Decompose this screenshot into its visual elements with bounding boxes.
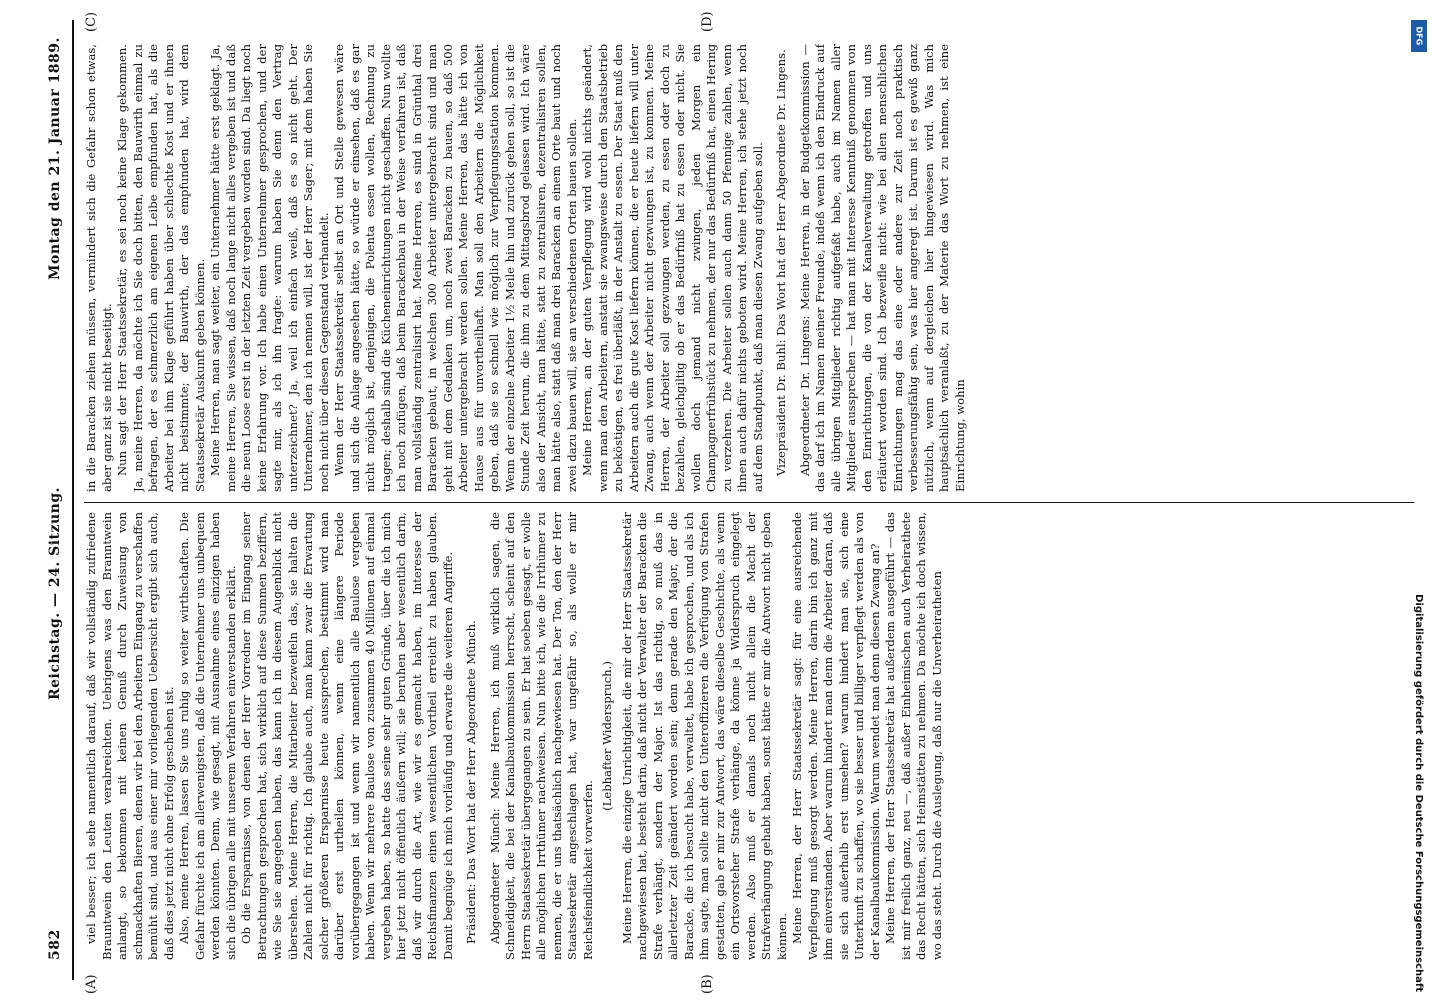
left-column xyxy=(84,512,1414,960)
paragraph: in die Baracken ziehen müssen, vermindert sich die Gefahr schon etwas, aber ganz ist sie nicht beseitigt. xyxy=(84,44,114,492)
margin-mark-a: (A) xyxy=(84,974,99,994)
paragraph: Meine Herren, die einzige Unrichtigkeit, die mir der Herr Staatssekretär nachgewiesen hat, besteht darin, daß nicht der Verwalter der Baracken die Strafe verhängt, sondern der Major. Ist das richtig, so muß das in allerletzter Zeit geändert worden sein; denn gerade den Major, der die Baracke, die ich besucht habe, verwaltet, habe ich gesprochen, und als ich ihm sagte, man sollte nicht den Unteroffizieren die Verfügung von Strafen gestatten, gab er mir zur Antwort, das wäre dieselbe Geschichte, als wenn ein Ortsvorsteher Strafe verhänge, da könne ja Widerspruch eingelegt werden. Also muß er damals noch nicht allein die Macht der Strafverhängung gehabt haben, sonst hätte er mir die Antwort nicht geben können. xyxy=(619,512,789,960)
paragraph: Abgeordneter Münch: Meine Herren, ich muß wirklich sagen, die Schneidigkeit, die bei der Kanalbaukommission herrscht, scheint auf den Herrn Staatssekretär übergegangen zu sein. Er hat soeben gesagt, er wolle alle möglichen Irrthümer nachweisen. Nun bitte ich, wie die Irrthümer zu nennen, die er uns thatsächlich nachgewiesen hat. Der Ton, den der Herr Staatssekretär angeschlagen hat, war ungefähr so, als wolle er mir Reichsfeindlichkeit vorwerfen. xyxy=(487,512,595,960)
paragraph: Meine Herren, man sagt weiter, ein Unternehmer hätte erst geklagt. Ja, meine Herren, Sie wissen, daß noch lange nicht alles vergeben ist und daß die neun Loose erst in der letzten Zeit vergeben worden sind. Da liegt noch keine Erfahrung vor. Ich habe einen Unternehmer gesprochen, und der sagte mir, als ich ihn fragte: warum haben Sie denn den Vertrag unterzeichnet? Ja, weil ich einfach weiß, daß es so nicht geht. Der Unternehmer, den ich nennen will, ist der Herr Sager; mit dem haben Sie noch nicht über diesen Gegenstand verhandelt. xyxy=(208,44,331,492)
speaker-line: Präsident: Das Wort hat der Herr Abgeordnete Münch. xyxy=(464,620,478,944)
digitization-strip xyxy=(1407,8,1429,992)
paragraph: Also, meine Herren, lassen Sie uns ruhig so weiter wirthschaften. Die Gefahr fürchte ich am allerwenigsten, daß die Unternehmer uns unbequem werden könnten. Denn, wie gesagt, mit Ausnahme eines einzigen haben sich die übrigen alle mit unserem Verfahren einverstanden erklärt. xyxy=(177,512,238,960)
paragraph: Abgeordneter Dr. Lingens: Meine Herren, in der Budgetkommission — das darf ich im Namen meiner Freunde, indeß wenn ich den Eindruck auf alle übrigen Mitglieder richtig aufgefaßt habe, auch im Namen aller Mitglieder aussprechen — hat man mit Interesse Kenntniß genommen von den Einrichtungen, die von der Kanalverwaltung getroffen und uns erläutert worden sind. Ich bezweifle nicht: wie bei allen menschlichen Einrichtungen mag das eine oder andere zur Zeit noch praktisch verbesserungsfähig sein, was hier angeregt ist. Darum ist es gewiß ganz nützlich, wenn auf dergleichen hier hingewiesen wird. Was mich hauptsächlich veranlaßt, zu der Materie das Wort zu nehmen, ist eine Einrichtung, wohin xyxy=(797,44,967,492)
paragraph: Meine Herren, der Herr Staatssekretär sagt: für eine ausreichende Verpflegung muß gesorgt werden. Meine Herren, darin bin ich ganz mit ihm einverstanden. Aber warum hindert man denn die Arbeiter daran, daß sie sich außerhalb erst umsehen? warum hindert man sie, sich eine Unterkunft zu schaffen, wo sie besser und billiger verpflegt werden als von der Kanalbaukommission. Warum wendet man denn diesen Zwang an? xyxy=(790,512,882,960)
paragraph: Meine Herren, an der guten Verpflegung wird wohl nichts geändert, wenn man den Arbeitern, anstatt sie zwangsweise durch den Staatsbetrieb zu beköstigen, es frei überläßt, in der Anstalt zu essen. Der Staat muß den Arbeitern auch die gute Kost liefern können, die er heute liefern will unter Zwang, auch wenn der Arbeiter nicht gezwungen ist, zu kommen. Meine Herren, der Arbeiter soll gezwungen werden, zu essen oder doch zu bezahlen, gleichgiltig ob er das Bedürfniß hat zu essen oder nicht. Sie wollen doch jemand nicht zwingen, jeden Morgen ein Champagnerfrühstück zu nehmen, der nur das Bedürfniß hat, einen Hering zu verzehren. Die Arbeiter sollen auch dann 50 Pfennige zahlen, wenn ihnen auch dafür nichts geboten wird. Meine Herren, ich stehe jetzt noch auf dem Standpunkt, daß man diesen Zwang aufgeben soll. xyxy=(580,44,765,492)
header-rule xyxy=(72,20,74,980)
dfg-logo xyxy=(1411,20,1427,52)
digitization-note: Digitalisierung gefördert durch die Deutsche Forschungsgemeinschaft xyxy=(1413,594,1424,992)
speaker-line: Vizepräsident Dr. Buhl: Das Wort hat der Herr Abgeordnete Dr. Lingens. xyxy=(774,49,788,476)
right-column xyxy=(84,44,1414,492)
dfg-logo-text: DFG xyxy=(1414,26,1424,46)
margin-mark-b: (B) xyxy=(700,974,715,994)
column-divider xyxy=(84,502,1414,503)
paragraph: Wenn der Herr Staatssekretär selbst an Ort und Stelle gewesen wäre und sich die Anlage angesehen hätte, so würde er einsehen, daß es gar nicht möglich ist, denjenigen, die Polenta essen wollen, Rechnung zu tragen; deshalb sind die Kücheneinrichtungen nicht geschaffen. Nun wollte ich noch zufügen, daß beim Barackenbau in der Weise verfahren ist, daß man vollständig zentralisirt hat. Meine Herren, es sind in Grünthal drei Baracken gebaut, in welchen 300 Arbeiter untergebracht sind und man geht mit dem Gedanken um, noch zwei Baracken zu bauen, so daß 500 Arbeiter untergebracht werden sollen. Meine Herren, das hätte ich von Hause aus für unvortheilhaft. Man soll den Arbeitern die Möglichkeit geben, daß sie so schnell wie möglich zur Verpflegungsstation kommen. Wenn der einzelne Arbeiter 1½ Meile hin und zurück gehen soll, so ist die Stunde Zeit herum, die ihm zu dem Mittagsbrod gelassen wird. Ich wäre also der Ansicht, man hätte, statt zu zentralisiren, dezentralisiren sollen, man hätte also, statt daß man drei Baracken an einem Orte baut und noch zwei dazu bauen will, sie an verschiedenen Orten bauen sollen. xyxy=(332,44,579,492)
paragraph: Nun sagt der Herr Staatssekretär, es sei noch keine Klage gekommen. Ja, meine Herren, da möchte ich Sie doch bitten, den Bauwirth einmal zu befragen, der es schmerzlich am eigenen Leibe empfunden hat, als die Arbeiter bei ihm Klage geführt haben über schlechte Kost und er ihnen nicht beistimmte; der Bauwirth, der das empfunden hat, wird dem Staatssekretär Auskunft geben können. xyxy=(115,44,207,492)
date-header: Montag den 21. Januar 1889. xyxy=(47,37,63,280)
interjection: (Lebhafter Widerspruch.) xyxy=(600,661,614,811)
paragraph: viel besser; ich sehe namentlich darauf, daß wir vollständig zufriedene Brauntwein den Leuten verabreichten. Uebrigens was den Branntwein anlangt, so bekommen mit keinen Genuß durch Zuweisung von schmackhaften Bieren, denen wir bei den Arbeitern Eingang zu verschaffen bemüht sind, und aus einer mir vorliegenden Uebersicht ergibt sich auch, daß dies jetzt nicht ohne Erfolg geschehen ist. xyxy=(84,512,176,960)
margin-mark-d: (D) xyxy=(700,11,715,32)
page-number: 582 xyxy=(47,929,63,960)
margin-mark-c: (C) xyxy=(84,11,99,32)
paragraph: Meine Herren, der Herr Staatssekretär hat außerdem ausgeführt — das ist mir freilich ganz, neu —, daß außer Einheimischen auch Verheirathete das Recht hätten, sich Heimstätten zu nehmen. Da möchte ich doch wissen, wo das steht. Durch die Auslegung, daß nur die Unverheiratheten xyxy=(883,512,944,960)
paragraph: Ob die Ersparnisse, von denen der Herr Vorredner im Eingang seiner Betrachtungen gesprochen hat, sich wirklich auf diese Summen beziffern, wie Sie sie angegeben haben, das kann ich in diesem Augenblick nicht übersehen. Meine Herren, die Mitarbeiter bezweifeln das, sie halten die Zahlen nicht für richtig. Ich glaube auch, man kann zwar die Erwartung solcher größeren Ersparnisse heute aussprechen, bestimmt wird man darüber erst urtheilen können, wenn eine längere Periode vorübergegangen ist und wenn wir namentlich alle Baulose vergeben haben. Wenn wir mehrere Baulose von zusammen 40 Millionen auf einmal vergeben haben, so hatte das seine sehr guten Gründe, über die ich mich hier jetzt nicht öffentlich äußern will; sie beruhen aber wesentlich darin, daß wir durch die Art, wie wir es gemacht haben, im Interesse der Reichsfinanzen einen wesentlichen Vortheil erreicht zu haben glauben. Damit begnüge ich mich vorläufig und erwarte die weiteren Angriffe. xyxy=(239,512,455,960)
session-header: Reichstag. — 24. Sitzung. xyxy=(47,487,63,700)
